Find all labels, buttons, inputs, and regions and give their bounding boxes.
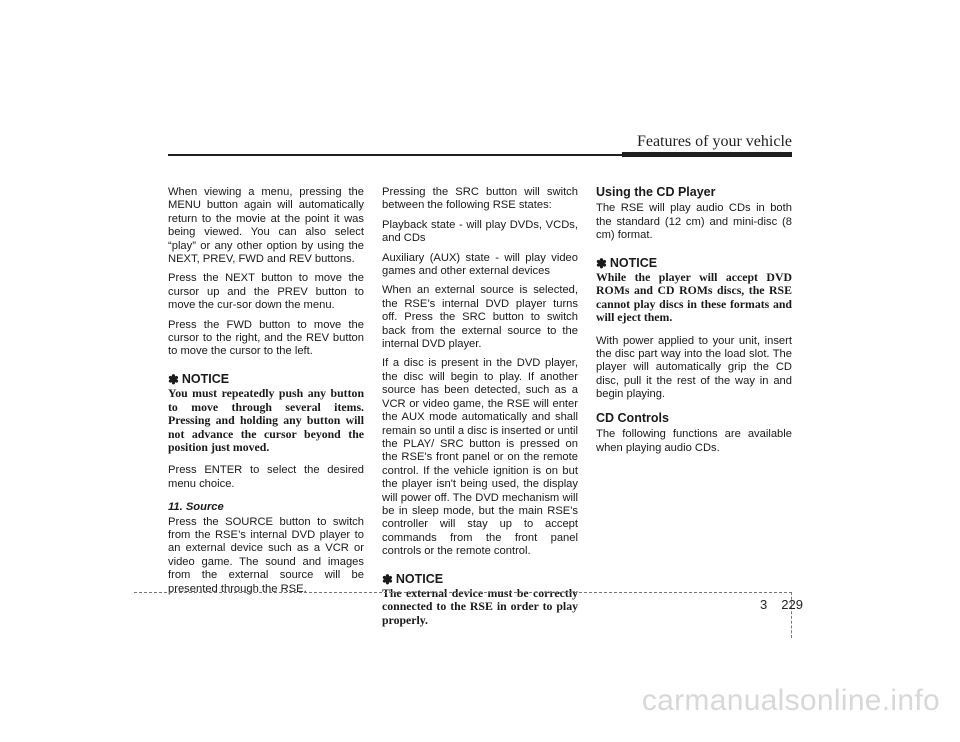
paragraph: Press the NEXT button to move the cursor up and the PREV button to move the cur-sor down the menu. [168, 272, 364, 312]
paragraph: When viewing a menu, pressing the MENU button again will automatically return to the movie at the point it was being viewed. You can also select “play” or any other option by using the NEXT, PREV, FWD and REV buttons. [168, 186, 364, 266]
notice-text: You must repeatedly push any button to move through several items. Pressing and holding any button will not advance the cursor beyond the position just moved. [168, 386, 364, 454]
page-header-title: Features of your vehicle [636, 133, 792, 150]
notice-text: The external device must be correctly connected to the RSE in order to play properly. [382, 585, 578, 627]
page-number [760, 597, 803, 612]
header-accent-bar [622, 152, 792, 157]
notice-heading [596, 257, 792, 270]
asterisk-icon: ✽ [596, 255, 607, 271]
notice-heading [382, 573, 578, 586]
chapter-number: 3 [760, 597, 768, 612]
paragraph: Auxiliary (AUX) state - will play video games and other external devices [382, 251, 578, 278]
section-heading: Using the CD Player [596, 185, 716, 199]
page-number-value: 229 [781, 597, 803, 612]
notice-heading [168, 373, 364, 386]
notice-text: While the player will accept DVD ROMs and CD ROMs discs, the RSE cannot play discs in these formats and will eject them. [596, 270, 792, 325]
paragraph: If a disc is present in the DVD player, the disc will begin to play. If another source has been detected, such as a VCR or video game, the RSE will enter the AUX mode automatically and shall remain so until a disc is inserted or until the PLAY/ SRC button is pressed on the RSE's front panel or on the remote control. If the vehicle ignition is on but the player isn't being used, the display will power off. The DVD mechanism will be in sleep mode, but the main RSE's controller will stay up to accept commands from the front panel controls or the remote control. [382, 357, 578, 558]
watermark: carmanualsonline.info [641, 684, 940, 717]
paragraph: Press the FWD button to move the cursor to the right, and the REV button to move the cursor to the left. [168, 318, 364, 358]
paragraph: Playback state - will play DVDs, VCDs, and CDs [382, 218, 578, 245]
subsection-heading: 11. Source [168, 501, 224, 514]
column-3 [596, 186, 792, 461]
paragraph: Press the SOURCE button to switch from the RSE’s internal DVD player to an external device such as a VCR or video game. The sound and images from the external source will be presented through the RSE. [168, 515, 364, 595]
paragraph: The following functions are available when playing audio CDs. [596, 428, 792, 454]
paragraph: With power applied to your unit, insert the disc part way into the load slot. The player will automatically grip the CD disc, pull it the rest of the way in and begin playing. [596, 334, 792, 401]
paragraph: Pressing the SRC button will switch between the following RSE states: [382, 186, 578, 212]
asterisk-icon: ✽ [382, 571, 393, 587]
notice-label: NOTICE [181, 371, 230, 386]
paragraph: Press ENTER to select the desired menu choice. [168, 464, 364, 490]
column-2 [382, 186, 578, 637]
column-1 [168, 186, 364, 602]
paragraph: When an external source is selected, the RSE’s internal DVD player turns off. Press the SRC button to switch back from the external source to the internal DVD player. [382, 284, 578, 351]
paragraph: The RSE will play audio CDs in both the standard (12 cm) and mini-disc (8 cm) format. [596, 202, 792, 242]
footer-rule [134, 592, 792, 593]
section-heading: CD Controls [596, 410, 669, 425]
notice-label: NOTICE [395, 571, 444, 586]
notice-label: NOTICE [609, 255, 658, 270]
asterisk-icon: ✽ [168, 371, 179, 387]
